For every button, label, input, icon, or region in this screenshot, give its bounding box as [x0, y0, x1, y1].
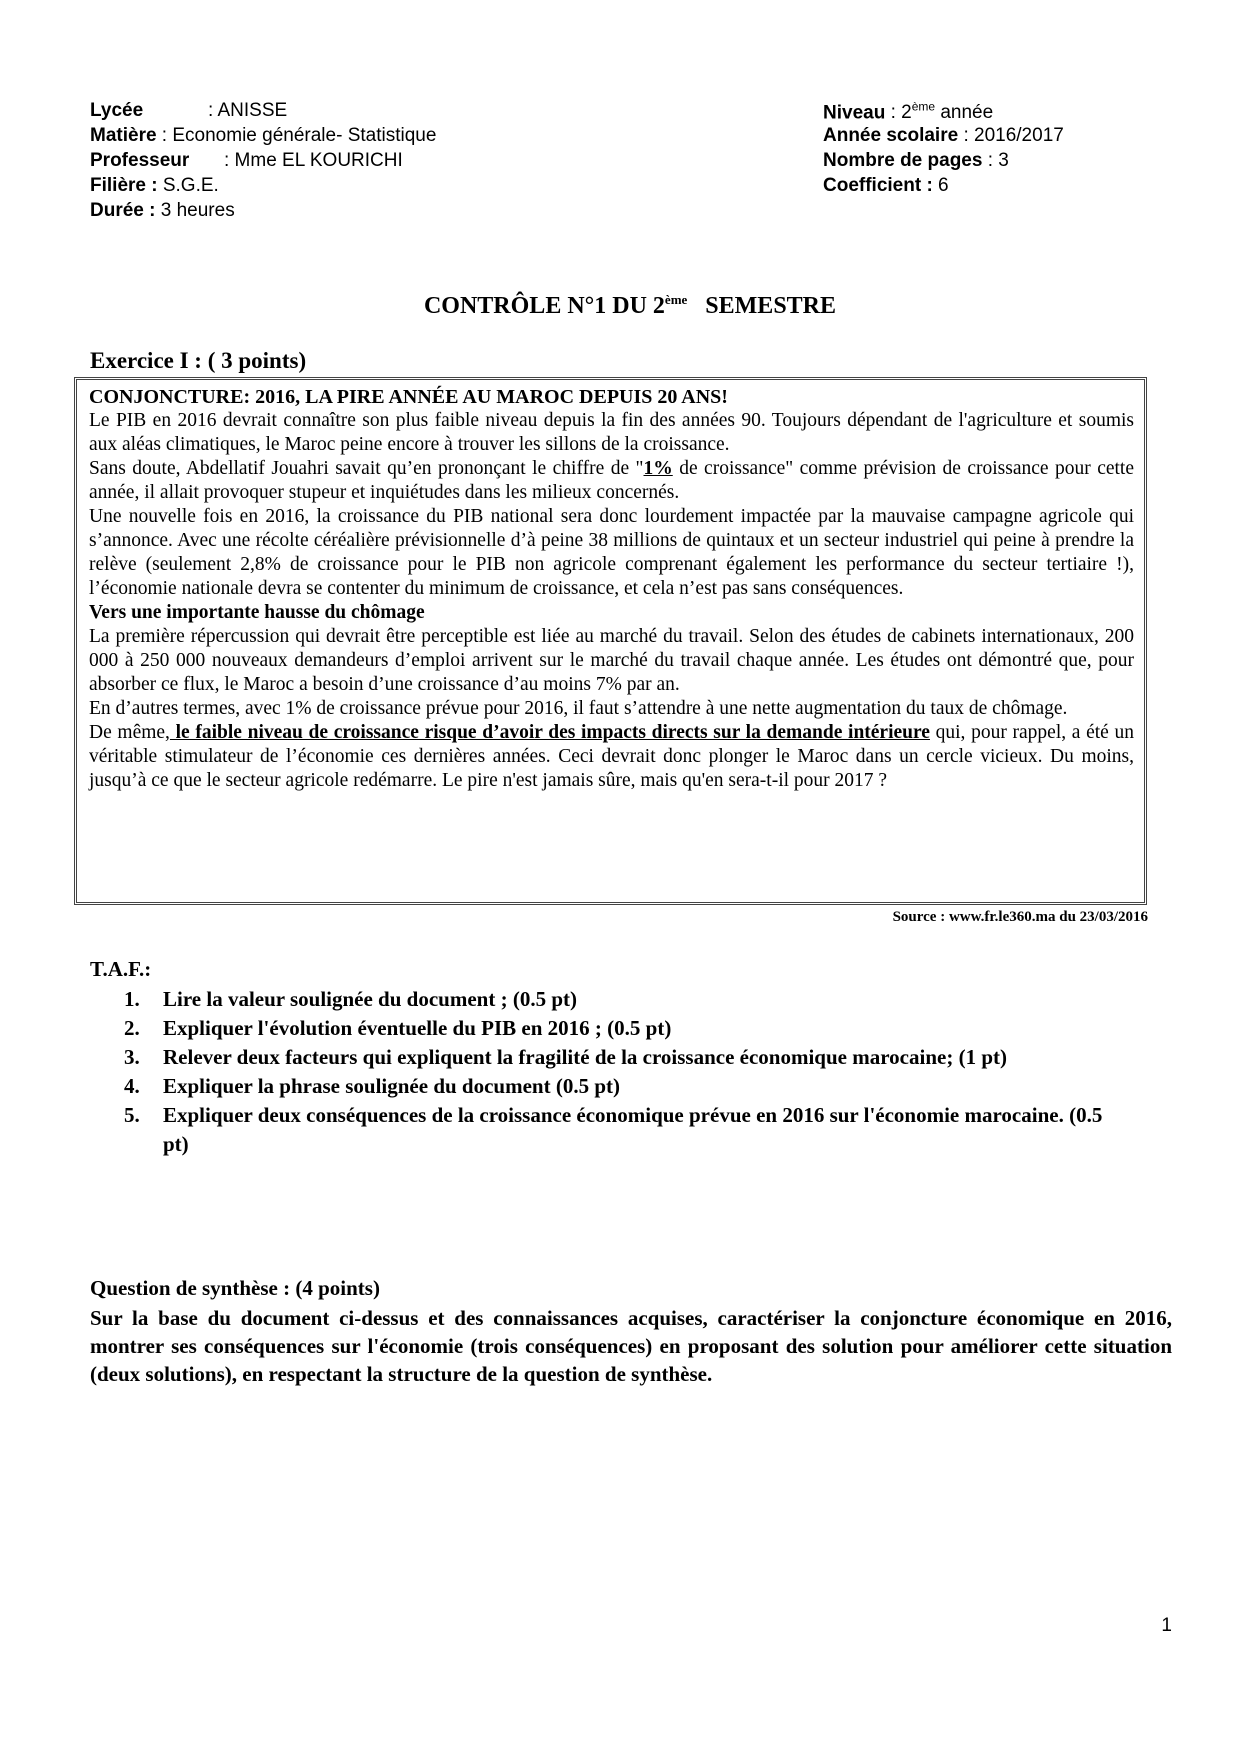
list-item: 4. Expliquer la phrase soulignée du document (0.5 pt): [124, 1074, 621, 1098]
list-item: 1. Lire la valeur soulignée du document ; (0.5 pt): [124, 987, 577, 1011]
document-title: CONJONCTURE: 2016, LA PIRE ANNÉE AU MAROC DEPUIS 20 ANS!: [89, 386, 728, 408]
niveau-label: Niveau: [823, 102, 886, 124]
question-list: [124, 985, 1124, 1159]
filiere-line: [90, 175, 219, 197]
list-item: 2. Expliquer l'évolution éventuelle du PIB en 2016 ; (0.5 pt): [124, 1016, 672, 1040]
underlined-value: 1%: [643, 458, 673, 479]
duree-line: [90, 200, 235, 222]
annee-label: Année scolaire: [823, 125, 959, 146]
paragraph-1: Le PIB en 2016 devrait connaître son plus faible niveau depuis la fin des années 90. Toujours dépendant de l'agriculture et soumis aux aléas climatiques, le Maroc peine encore à trouver les sillons de la croissance.: [89, 410, 1134, 455]
paragraph-5: En d’autres termes, avec 1% de croissance prévue pour 2016, il faut s’attendre à une nette augmentation du taux de chômage.: [89, 698, 1068, 719]
paragraph-6: De même, le faible niveau de croissance risque d’avoir des impacts directs sur la demande intérieure qui, pour rappel, a été un véritable stimulateur de l’économie ces dernières années. Ceci devrait donc plonger le Maroc dans un cercle vicieux. Du moins, jusqu’à ce que le secteur agricole redémarre. Le pire n'est jamais sûre, mais qu'en sera-t-il pour 2017 ?: [89, 722, 1134, 791]
document-text: [89, 385, 1134, 793]
list-item: 3. Relever deux facteurs qui expliquent la fragilité de la croissance économique marocaine; (1 pt): [124, 1045, 1007, 1069]
list-item: 5. Expliquer deux conséquences de la croissance économique prévue en 2016 sur l'économie marocaine. (0.5 pt): [124, 1103, 1103, 1156]
document-subheading: Vers une importante hausse du chômage: [89, 602, 425, 623]
professeur-line: [90, 150, 403, 172]
niveau-value: : 2ème année: [885, 100, 994, 124]
paragraph-4: La première répercussion qui devrait être perceptible est liée au marché du travail. Selon des études de cabinets internationaux, 200 000 à 250 000 nouveaux demandeurs d’emploi arrivent sur le marché du travail chaque année. Les études ont démontré que, pour absorber ce flux, le Maroc a besoin d’une croissance d’au moins 7% par an.: [89, 626, 1134, 695]
pages-line: [823, 150, 1009, 172]
exercise-heading: Exercice I : ( 3 points): [90, 348, 307, 373]
synthesis-body: Sur la base du document ci-dessus et des connaissances acquises, caractériser la conjoncture économique en 2016, montrer ses conséquences sur l'économie (trois conséquences) en proposant des solution pour améliorer cette situation (deux solutions), en respectant la structure de la question de synthèse.: [90, 1306, 1172, 1386]
annee-line: [823, 125, 1064, 147]
duree-value: 3 heures: [155, 200, 235, 221]
annee-value: : 2016/2017: [958, 125, 1064, 146]
lycee-value: : ANISSE: [208, 100, 288, 121]
page-number: 1: [1161, 1615, 1172, 1636]
exam-title: CONTRÔLE N°1 DU 2ème SEMESTRE: [423, 292, 837, 319]
duree-label: Durée :: [90, 200, 156, 221]
coefficient-value: 6: [932, 175, 949, 196]
matiere-label: Matière: [90, 125, 157, 146]
professeur-label: Professeur: [90, 150, 190, 171]
synthesis-heading: Question de synthèse : (4 points): [90, 1276, 380, 1300]
underlined-sentence: le faible niveau de croissance risque d’avoir des impacts directs sur la demande intérieure: [169, 722, 930, 743]
pages-value: : 3: [982, 150, 1009, 171]
matiere-line: [90, 125, 436, 147]
taf-heading: T.A.F.:: [90, 957, 152, 981]
exam-header: [90, 100, 1170, 250]
document-box: [74, 377, 1147, 905]
coefficient-label: Coefficient :: [823, 175, 933, 196]
filiere-label: Filière :: [90, 175, 158, 196]
niveau-line: [823, 100, 993, 124]
document-source: Source : www.fr.le360.ma du 23/03/2016: [892, 909, 1148, 925]
paragraph-2: Sans doute, Abdellatif Jouahri savait qu’en prononçant le chiffre de "1% de croissance" comme prévision de croissance pour cette année, il allait provoquer stupeur et inquiétudes dans les milieux concernés.: [89, 458, 1134, 503]
professeur-value: : Mme EL KOURICHI: [224, 150, 403, 171]
filiere-value: S.G.E.: [157, 175, 219, 196]
pages-label: Nombre de pages: [823, 150, 983, 171]
lycee-label: Lycée: [90, 100, 144, 121]
paragraph-3: Une nouvelle fois en 2016, la croissance du PIB national sera donc lourdement impactée par la mauvaise campagne agricole qui s’annonce. Avec une récolte céréalière prévisionnelle d’à peine 38 millions de quintaux et un secteur industriel qui peine à prendre la relève (seulement 2,8% de croissance pour le PIB non agricole comprenant également les performance du secteur tertiaire !), l’économie nationale devra se contenter du minimum de croissance, et cela n’est pas sans conséquences.: [89, 506, 1134, 599]
matiere-value: : Economie générale- Statistique: [156, 125, 437, 146]
coefficient-line: [823, 175, 949, 197]
lycee-line: [90, 100, 288, 122]
